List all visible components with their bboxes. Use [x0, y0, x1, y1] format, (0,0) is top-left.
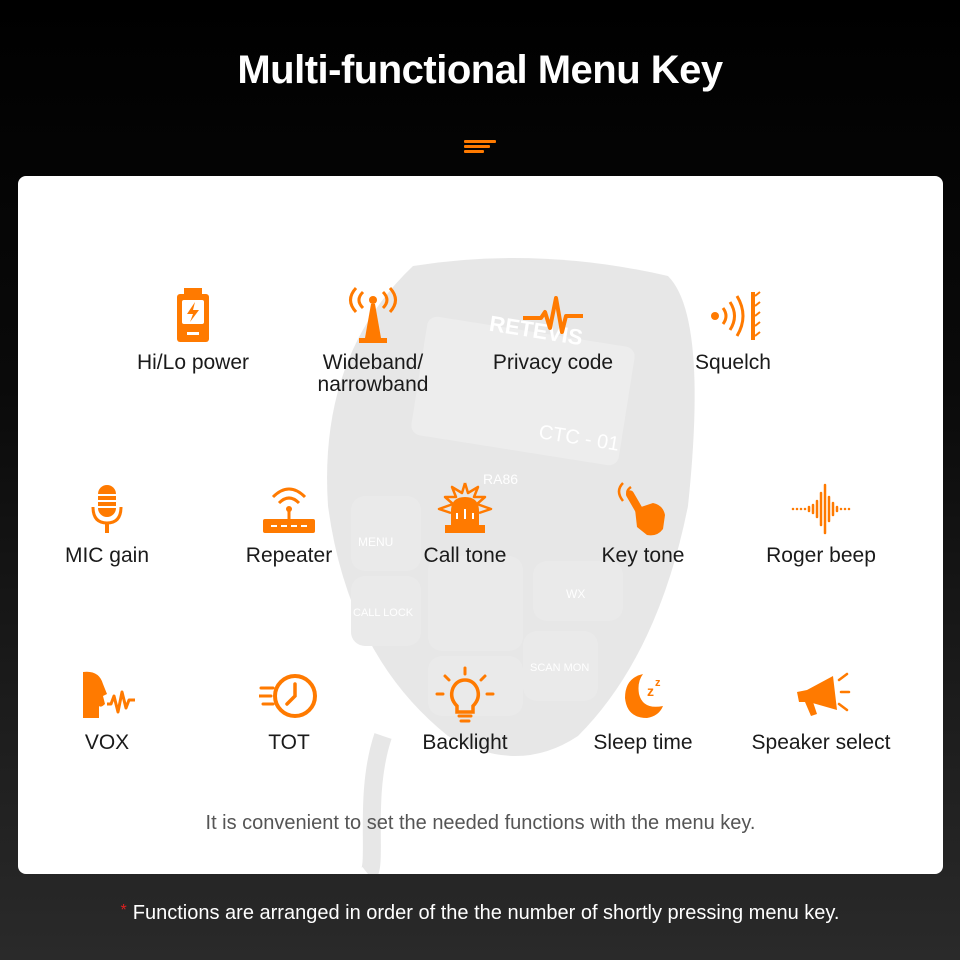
- feature-label: Hi/Lo power: [136, 351, 250, 374]
- feature-card: [18, 176, 943, 874]
- feature-label: MIC gain: [64, 544, 150, 567]
- footnote-marker: *: [120, 902, 127, 919]
- feature-label: Roger beep: [766, 544, 876, 567]
- feature-label: Repeater: [245, 544, 333, 567]
- squelch-icon: [703, 286, 763, 346]
- voice-head-icon: [77, 666, 137, 726]
- megaphone-icon: [791, 666, 851, 726]
- feature-call-tone: [380, 479, 550, 567]
- feature-label: Key tone: [601, 544, 685, 567]
- feature-hi-lo-power: [108, 286, 278, 374]
- title-decoration: [464, 140, 496, 154]
- device-wx-button: WX: [566, 587, 586, 601]
- feature-label: Sleep time: [593, 731, 693, 754]
- footnote-text: Functions are arranged in order of the the number of shortly pressing menu key.: [132, 902, 840, 924]
- feature-label: TOT: [268, 731, 310, 754]
- device-menu-button: MENU: [358, 535, 394, 549]
- finger-press-icon: [613, 479, 673, 539]
- feature-wideband-narrowband: [288, 286, 458, 396]
- feature-label: Wideband/ narrowband: [317, 351, 429, 396]
- feature-backlight: [380, 666, 550, 754]
- feature-mic-gain: [22, 479, 192, 567]
- feature-privacy-code: [468, 286, 638, 374]
- antenna-icon: [343, 286, 403, 346]
- feature-speaker-select: [736, 666, 906, 754]
- feature-label: Squelch: [695, 351, 771, 374]
- svg-text:z: z: [655, 677, 661, 689]
- footnote: [0, 902, 960, 925]
- feature-label: Call tone: [423, 544, 507, 567]
- battery-icon: [163, 286, 223, 346]
- device-brand: RETEVIS: [487, 310, 585, 351]
- feature-label: Speaker select: [751, 731, 891, 754]
- feature-label: VOX: [84, 731, 130, 754]
- device-call-button: CALL LOCK: [353, 607, 414, 619]
- page-title: Multi-functional Menu Key: [237, 48, 723, 92]
- feature-sleep-time: [558, 666, 728, 754]
- feature-label: Privacy code: [492, 351, 614, 374]
- feature-repeater: [204, 479, 374, 567]
- feature-squelch: [648, 286, 818, 374]
- feature-vox: [22, 666, 192, 754]
- moon-sleep-icon: [613, 666, 673, 726]
- alarm-light-icon: [435, 479, 495, 539]
- pulse-wave-icon: [523, 286, 583, 346]
- feature-roger-beep: [736, 479, 906, 567]
- device-display-text: CTC - 01: [537, 421, 621, 456]
- feature-label: Backlight: [422, 731, 508, 754]
- menu-key-note: It is convenient to set the needed functions with the menu key.: [205, 812, 756, 834]
- sound-wave-icon: [791, 479, 851, 539]
- repeater-router-icon: [259, 479, 319, 539]
- feature-key-tone: [558, 479, 728, 567]
- device-scan-button: SCAN MON: [530, 662, 590, 674]
- svg-text:z: z: [647, 683, 654, 699]
- feature-tot: [204, 666, 374, 754]
- device-model: RA86: [483, 471, 519, 487]
- microphone-icon: [77, 479, 137, 539]
- timer-clock-icon: [259, 666, 319, 726]
- light-bulb-icon: [435, 666, 495, 726]
